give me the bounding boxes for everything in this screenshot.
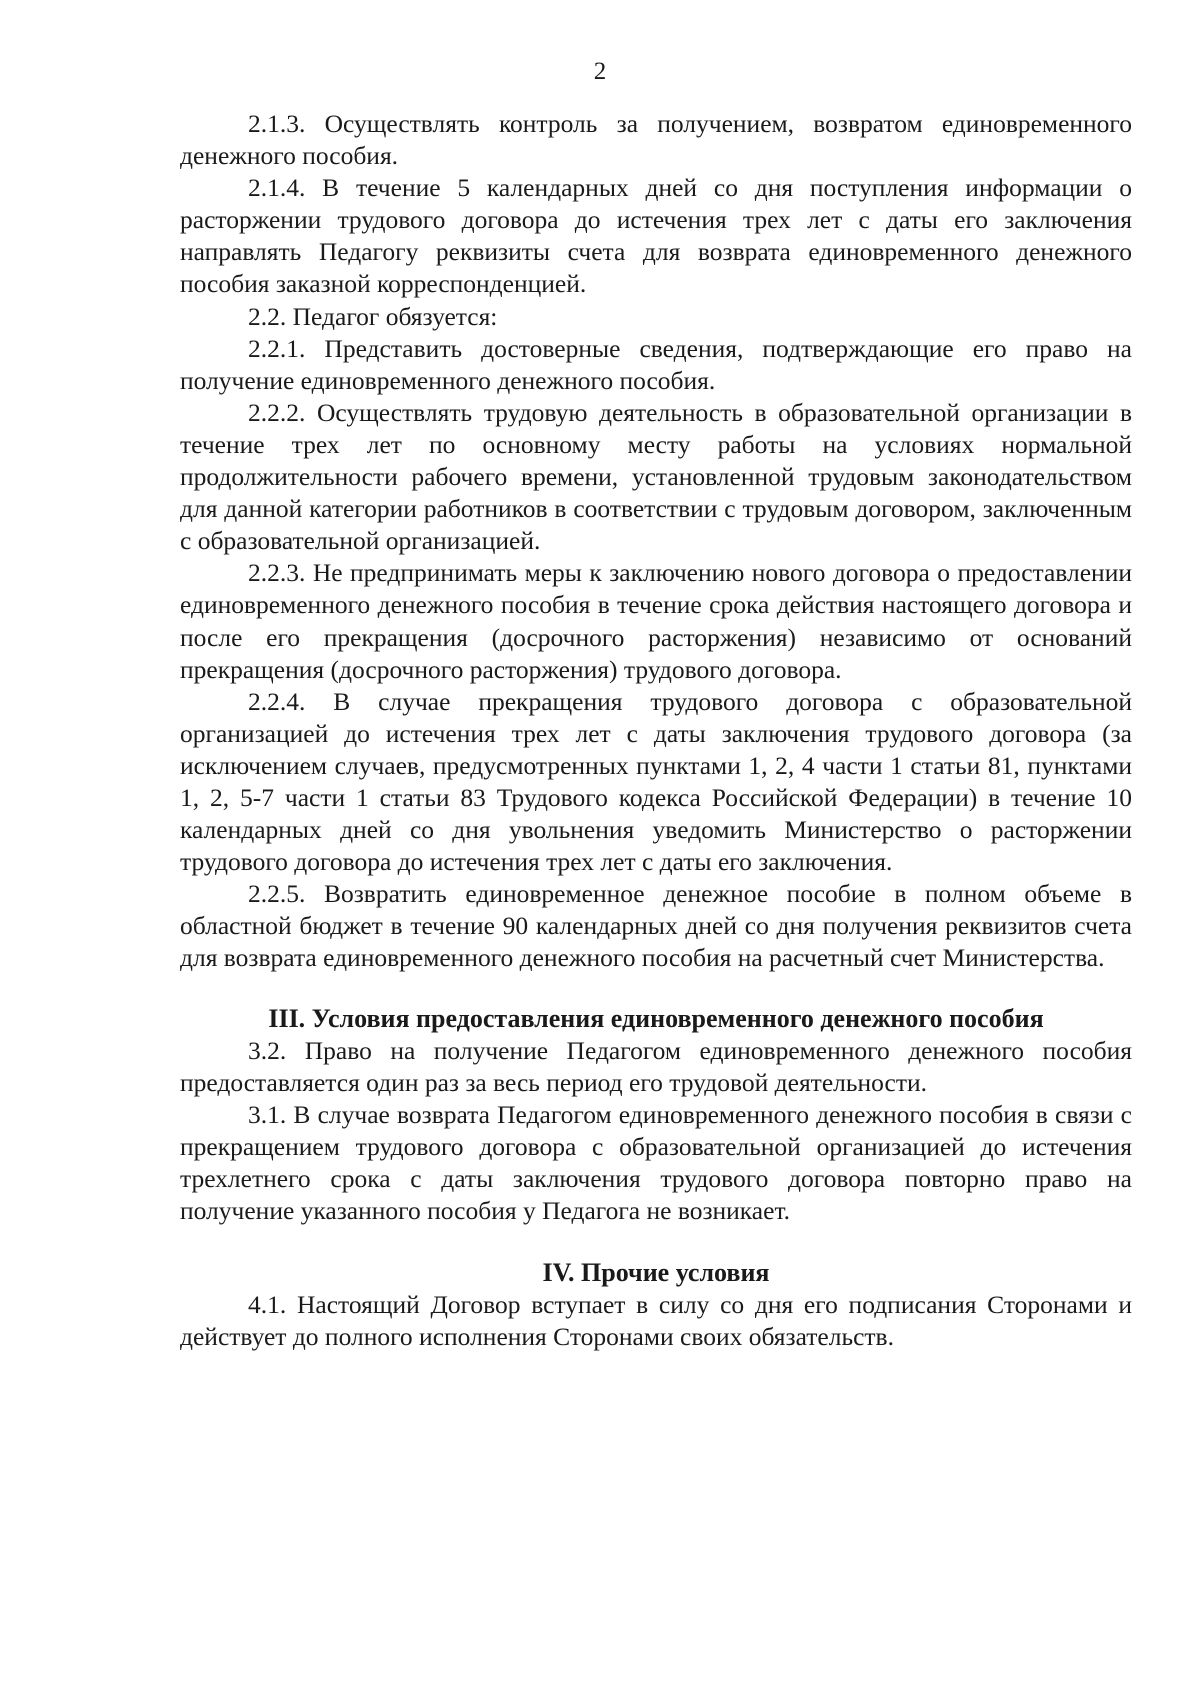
section-4-heading: IV. Прочие условия (542, 1258, 770, 1288)
clause-2-2: 2.2. Педагог обязуется: (248, 301, 498, 331)
clause-2-2-3: 2.2.3. Не предпринимать меры к заключению нового договора о предоставлении единовременного денежного пособия в течение срока действия настоящего договора и после его прекращения (досрочного расторжения) независимо от оснований прекращения (досрочного расторжения) трудового договора. (180, 558, 1132, 684)
page-number: 2 (593, 58, 607, 85)
section-3-heading: III. Условия предоставления единовременного денежного пособия (268, 1003, 1044, 1033)
document-body (180, 108, 1132, 1353)
clause-2-2-2: 2.2.2. Осуществлять трудовую деятельность в образовательной организации в течение трех лет по основному месту работы на условиях нормальной продолжительности рабочего времени, установленной трудовым законодательством для данной категории работников в соответствии с трудовым договором, заключенным с образовательной организацией. (180, 397, 1132, 556)
clause-2-1-3: 2.1.3. Осуществлять контроль за получением, возвратом единовременного денежного пособия. (180, 109, 1132, 171)
clause-2-1-4: 2.1.4. В течение 5 календарных дней со дня поступления информации о расторжении трудового договора до истечения трех лет с даты его заключения направлять Педагогу реквизиты счета для возврата единовременного денежного пособия заказной корреспонденцией. (180, 173, 1132, 299)
clause-4-1: 4.1. Настоящий Договор вступает в силу со дня его подписания Сторонами и действует до полного исполнения Сторонами своих обязательств. (180, 1290, 1132, 1352)
clause-3-1: 3.1. В случае возврата Педагогом единовременного денежного пособия в связи с прекращением трудового договора с образовательной организацией до истечения трехлетнего срока с даты заключения трудового договора повторно право на получение указанного пособия у Педагога не возникает. (180, 1099, 1132, 1226)
clause-2-2-4: 2.2.4. В случае прекращения трудового договора с образовательной организацией до истечения трех лет с даты заключения трудового договора (за исключением случаев, предусмотренных пунктами 1, 2, 4 части 1 статьи 81, пунктами 1, 2, 5-7 части 1 статьи 83 Трудового кодекса Российской Федерации) в течение 10 календарных дней со дня увольнения уведомить Министерство о расторжении трудового договора до истечения трех лет с даты его заключения. (180, 686, 1132, 877)
clause-3-2: 3.2. Право на получение Педагогом единовременного денежного пособия предоставляется один раз за весь период его трудовой деятельности. (180, 1035, 1132, 1097)
clause-2-2-1: 2.2.1. Представить достоверные сведения, подтверждающие его право на получение единовременного денежного пособия. (180, 333, 1132, 395)
clause-2-2-5: 2.2.5. Возвратить единовременное денежное пособие в полном объеме в областной бюджет в течение 90 календарных дней со дня получения реквизитов счета для возврата единовременного денежного пособия на расчетный счет Министерства. (180, 879, 1132, 973)
